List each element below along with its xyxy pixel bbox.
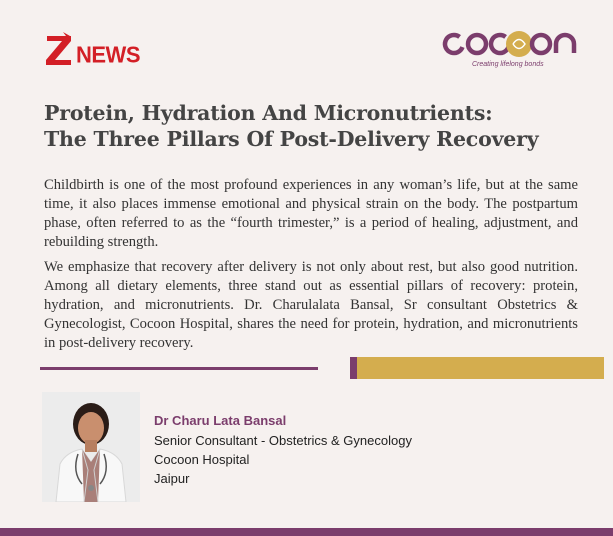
znews-logo[interactable]: [44, 30, 140, 66]
doctor-city: Jaipur: [154, 471, 190, 486]
doctor-photo: [42, 392, 140, 502]
cocoon-hospital-logo[interactable]: [440, 24, 580, 74]
title-line-2: The Three Pillars Of Post-Delivery Recovery: [44, 127, 539, 151]
section-divider: [40, 357, 564, 379]
header: [0, 0, 613, 90]
footer-bar: [0, 528, 613, 536]
znews-logo-text: NEWS: [76, 41, 140, 68]
divider-purple-line: [40, 367, 318, 370]
article-paragraph-1: Childbirth is one of the most profound experiences in any woman’s life, but at the same time, it also places immense emotional and physical strain on the body. The postpartum phase, often referred to as the “fourth trimester,” is a period of healing, adjustment, and rebuilding strength.: [44, 177, 578, 250]
article-title: [44, 100, 584, 152]
divider-gold-bar: [357, 357, 604, 379]
divider-purple-notch: [350, 357, 357, 379]
z-logo-icon: [44, 32, 74, 66]
doctor-hospital: Cocoon Hospital: [154, 452, 250, 467]
article-paragraph-2: We emphasize that recovery after delivery is not only about rest, but also good nutrition. Among all dietary elements, three stand out as essential pillars of recovery: protein, hydration, and micronutrients. Dr. Charulalata Bansal, Sr consultant Obstetrics & Gynecologist, Cocoon Hospital, shares the need for protein, hydration, and micronutrients in post-delivery recovery.: [44, 259, 578, 351]
doctor-name: Dr Charu Lata Bansal: [154, 413, 287, 428]
doctor-designation: Senior Consultant - Obstetrics & Gynecology: [154, 433, 412, 448]
cocoon-tagline: Creating lifelong bonds: [472, 61, 544, 68]
title-line-1: Protein, Hydration And Micronutrients:: [44, 101, 493, 125]
